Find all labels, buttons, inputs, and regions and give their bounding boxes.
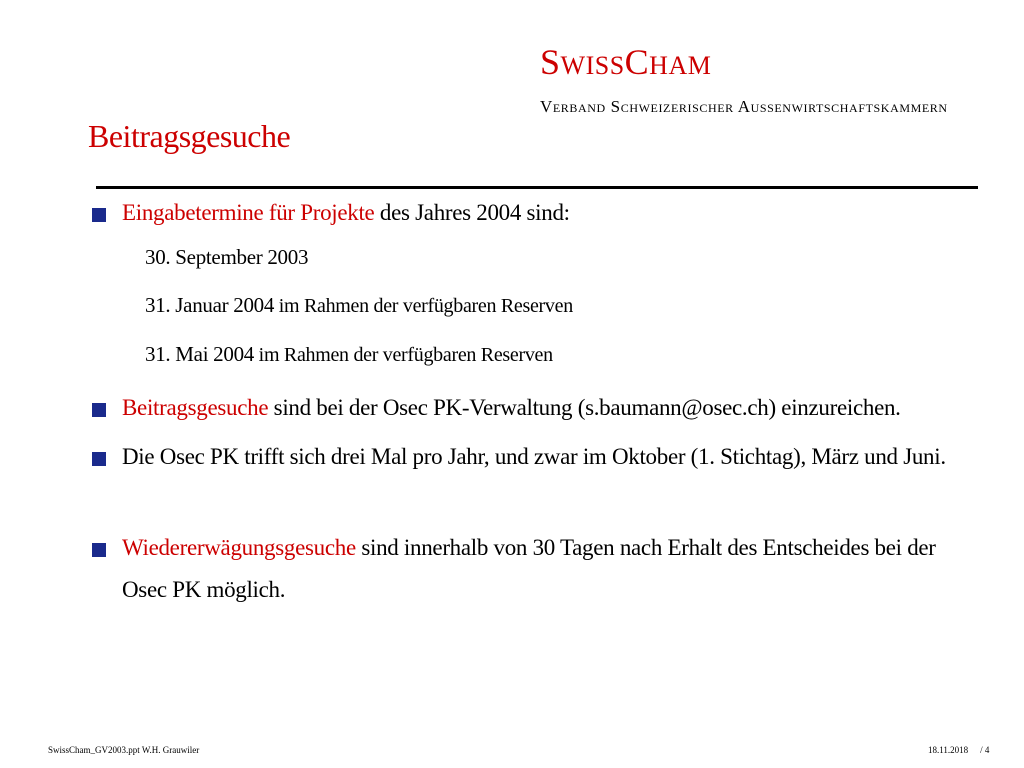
date-value: 31. Mai 2004 xyxy=(145,342,254,366)
bullet-highlight: Eingabetermine für Projekte xyxy=(122,200,375,225)
slide-title: Beitragsgesuche xyxy=(88,118,291,154)
square-bullet-icon xyxy=(92,403,106,417)
square-bullet-icon xyxy=(92,208,106,222)
bullet-text xyxy=(122,192,570,234)
footer-page: / 4 xyxy=(980,745,990,755)
date-note: im Rahmen der verfügbaren Reserven xyxy=(274,295,573,317)
footer-filename: SwissCham_GV2003.ppt W.H. Grauwiler xyxy=(48,745,200,755)
bullet-text xyxy=(122,387,901,429)
logo-letter-s: S xyxy=(540,42,561,82)
bullet-body: des Jahres 2004 sind: xyxy=(374,200,570,225)
bullet-item-2 xyxy=(92,395,982,429)
date-value: 31. Januar 2004 xyxy=(145,293,275,317)
bullet-highlight: Beitragsgesuche xyxy=(122,395,269,420)
logo-letter-c: C xyxy=(624,42,650,82)
bullet-text xyxy=(122,527,962,611)
bullet-text xyxy=(122,436,982,478)
square-bullet-icon xyxy=(92,452,106,466)
date-value: 30. September 2003 xyxy=(145,245,309,269)
logo-subtitle: Verband Schweizerischer Aussenwirtschaftskammern xyxy=(540,97,948,116)
bullet-highlight: Wiedererwägungsgesuche xyxy=(122,535,356,560)
date-item-3 xyxy=(145,344,553,365)
logo-text-ham: HAM xyxy=(649,51,712,80)
date-note: im Rahmen der verfügbaren Reserven xyxy=(253,344,553,366)
footer-date: 18.11.2018 xyxy=(928,745,969,755)
date-item-2 xyxy=(145,295,573,316)
footer-meta xyxy=(928,745,989,755)
logo-text-wiss: WISS xyxy=(560,51,625,80)
bullet-body: sind innerhalb von 30 Tagen nach Erhalt des Entscheides bei der Osec PK möglich. xyxy=(122,535,936,602)
bullet-body: Die Osec PK trifft sich drei Mal pro Jahr, und zwar im Oktober (1. Stichtag), März und Juni. xyxy=(122,444,946,469)
bullet-item-4 xyxy=(92,535,982,611)
bullet-body: sind bei der Osec PK-Verwaltung (s.baumann@osec.ch) einzureichen. xyxy=(268,395,901,420)
swisscham-logo xyxy=(540,44,711,80)
date-item-1 xyxy=(145,247,308,268)
bullet-item-1 xyxy=(92,200,982,234)
square-bullet-icon xyxy=(92,543,106,557)
bullet-item-3 xyxy=(92,444,982,478)
title-divider xyxy=(96,186,978,189)
